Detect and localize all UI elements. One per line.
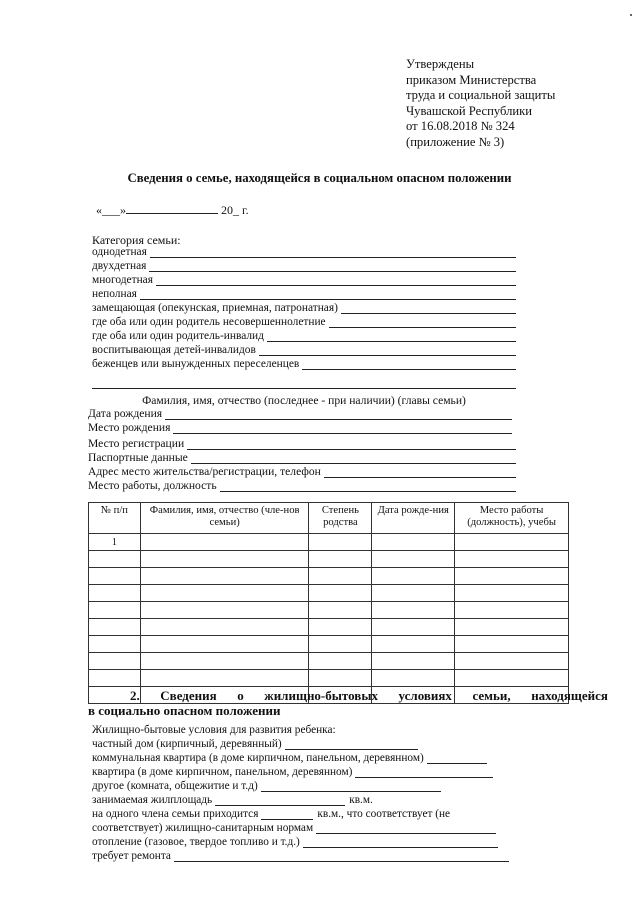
- table-cell[interactable]: [140, 636, 309, 653]
- table-cell[interactable]: [89, 568, 141, 585]
- fill-line[interactable]: [173, 423, 512, 434]
- approval-line: приказом Министерства: [406, 72, 537, 87]
- date-line: [96, 203, 249, 218]
- date-year-label: 20_ г.: [221, 203, 249, 217]
- category-row[interactable]: [92, 286, 516, 300]
- table-cell[interactable]: [309, 636, 372, 653]
- table-cell[interactable]: [455, 534, 569, 551]
- table-row[interactable]: [89, 619, 569, 636]
- col-header-relation: Степень родства: [309, 503, 372, 534]
- table-cell[interactable]: [372, 534, 455, 551]
- fill-line[interactable]: [259, 345, 516, 356]
- table-cell[interactable]: [140, 619, 309, 636]
- fill-line[interactable]: [285, 739, 418, 750]
- table-row[interactable]: [89, 585, 569, 602]
- living-row[interactable]: [92, 834, 498, 848]
- head-field-row[interactable]: [88, 406, 512, 420]
- field-label: требует ремонта: [92, 850, 171, 862]
- fill-line[interactable]: [215, 795, 345, 806]
- fill-line[interactable]: [261, 809, 313, 820]
- fill-line[interactable]: [302, 359, 516, 370]
- category-row[interactable]: [92, 342, 516, 356]
- table-cell[interactable]: [309, 534, 372, 551]
- category-row[interactable]: [92, 272, 516, 286]
- fill-line[interactable]: [140, 289, 516, 300]
- table-cell[interactable]: [309, 585, 372, 602]
- table-cell[interactable]: [89, 585, 141, 602]
- approval-line: Утверждены: [406, 57, 475, 71]
- approval-block: [406, 57, 626, 151]
- table-cell[interactable]: [89, 636, 141, 653]
- field-label: квартира (в доме кирпичном, панельном, деревянном): [92, 766, 353, 778]
- section-2-title-line1: [88, 688, 608, 703]
- table-cell[interactable]: [309, 568, 372, 585]
- table-cell[interactable]: [372, 585, 455, 602]
- table-cell[interactable]: [455, 551, 569, 568]
- field-label: Паспортные данные: [88, 451, 188, 464]
- category-label: где оба или один родитель несовершеннолетние: [92, 316, 326, 328]
- category-label: многодетная: [92, 274, 153, 286]
- field-label: кв.м., что соответствует (не: [317, 808, 451, 820]
- fill-line[interactable]: [149, 261, 516, 272]
- category-row[interactable]: [92, 300, 516, 314]
- fill-line[interactable]: [329, 317, 516, 328]
- table-cell[interactable]: [455, 670, 569, 687]
- fill-line[interactable]: [324, 467, 516, 478]
- head-name-line[interactable]: [92, 388, 516, 389]
- fill-line[interactable]: [355, 767, 493, 778]
- table-cell[interactable]: [309, 551, 372, 568]
- category-row[interactable]: [92, 328, 516, 342]
- table-cell[interactable]: [372, 568, 455, 585]
- fill-line[interactable]: [316, 823, 496, 834]
- table-row[interactable]: [89, 670, 569, 687]
- table-cell[interactable]: [372, 602, 455, 619]
- living-row[interactable]: [92, 764, 493, 778]
- table-cell[interactable]: [140, 585, 309, 602]
- category-label: замещающая (опекунская, приемная, патронатная): [92, 302, 338, 314]
- fill-line[interactable]: [174, 851, 509, 862]
- fill-line[interactable]: [220, 481, 516, 492]
- fill-line[interactable]: [191, 453, 516, 464]
- table-cell[interactable]: [89, 602, 141, 619]
- category-header: Категория семьи:: [92, 233, 181, 247]
- living-row[interactable]: [92, 820, 496, 834]
- head-field-row[interactable]: [88, 436, 516, 450]
- date-month-field[interactable]: [126, 203, 218, 214]
- fill-line[interactable]: [165, 409, 512, 420]
- table-cell[interactable]: [89, 619, 141, 636]
- fill-line[interactable]: [261, 781, 441, 792]
- col-header-birthdate: Дата рожде-ния: [372, 503, 455, 534]
- category-label: двухдетная: [92, 260, 147, 272]
- living-row[interactable]: [92, 778, 441, 792]
- head-field-row[interactable]: [88, 478, 516, 492]
- table-row[interactable]: [89, 568, 569, 585]
- table-cell[interactable]: [309, 653, 372, 670]
- field-label: Место работы, должность: [88, 479, 217, 492]
- title-word: о: [237, 688, 244, 703]
- table-cell[interactable]: [455, 619, 569, 636]
- table-cell[interactable]: [140, 670, 309, 687]
- document-title: Сведения о семье, находящейся в социальном опасном положении: [127, 171, 512, 185]
- table-cell[interactable]: [140, 568, 309, 585]
- living-row[interactable]: [92, 792, 373, 806]
- field-label: Место регистрации: [88, 437, 185, 450]
- category-row[interactable]: [92, 314, 516, 328]
- field-label: коммунальная квартира (в доме кирпичном, панельном, деревянном): [92, 752, 424, 764]
- date-day-field[interactable]: «___»: [96, 203, 126, 217]
- title-word: семьи,: [472, 688, 511, 703]
- head-field-row[interactable]: [88, 464, 516, 478]
- approval-line: Чувашской Республики: [406, 103, 532, 118]
- table-cell[interactable]: [309, 619, 372, 636]
- table-cell[interactable]: [309, 602, 372, 619]
- table-cell[interactable]: [455, 636, 569, 653]
- section-number: 2.: [130, 688, 140, 703]
- head-field-row[interactable]: [88, 450, 516, 464]
- table-row[interactable]: [89, 534, 569, 551]
- fill-line[interactable]: [341, 303, 516, 314]
- category-label: неполная: [92, 288, 137, 300]
- table-cell[interactable]: [372, 619, 455, 636]
- table-cell[interactable]: [140, 534, 309, 551]
- table-row[interactable]: [89, 551, 569, 568]
- head-name-caption: Фамилия, имя, отчество (последнее - при наличии) (главы семьи): [142, 394, 466, 407]
- fill-line[interactable]: [187, 439, 516, 450]
- fill-line[interactable]: [156, 275, 516, 286]
- section-2-title: [88, 688, 608, 718]
- table-row[interactable]: [89, 602, 569, 619]
- table-cell[interactable]: [372, 670, 455, 687]
- field-label: частный дом (кирпичный, деревянный): [92, 738, 282, 750]
- living-intro: [92, 722, 336, 736]
- scan-speck: [630, 14, 632, 16]
- title-word: Сведения: [160, 688, 217, 703]
- head-field-row[interactable]: [88, 420, 512, 434]
- field-label: Дата рождения: [88, 407, 163, 420]
- table-cell[interactable]: [372, 653, 455, 670]
- fill-line[interactable]: [150, 247, 516, 258]
- intro-text: Жилищно-бытовые условия для развития ребенка:: [92, 724, 336, 736]
- table-cell[interactable]: [89, 653, 141, 670]
- category-label: беженцев или вынужденных переселенцев: [92, 358, 300, 370]
- field-label: на одного члена семьи приходится: [92, 808, 259, 820]
- fill-line[interactable]: [267, 331, 516, 342]
- field-label: Адрес место жительства/регистрации, телефон: [88, 465, 321, 478]
- field-label: другое (комната, общежитие и т.д): [92, 780, 258, 792]
- table-cell[interactable]: [140, 551, 309, 568]
- fill-line[interactable]: [427, 753, 487, 764]
- field-label: соответствует) жилищно-санитарным нормам: [92, 822, 314, 834]
- table-cell[interactable]: [372, 551, 455, 568]
- table-cell[interactable]: [455, 568, 569, 585]
- field-label: занимаемая жилплощадь: [92, 794, 213, 806]
- table-cell[interactable]: [455, 602, 569, 619]
- living-row[interactable]: [92, 848, 509, 862]
- category-row[interactable]: [92, 244, 516, 258]
- table-cell[interactable]: [89, 670, 141, 687]
- col-header-name: Фамилия, имя, отчество (чле-нов семьи): [140, 503, 309, 534]
- field-label: Место рождения: [88, 421, 171, 434]
- title-word: жилищно-бытовых: [264, 688, 378, 703]
- table-cell[interactable]: [372, 636, 455, 653]
- fill-line[interactable]: [303, 837, 498, 848]
- field-label: отопление (газовое, твердое топливо и т.д.): [92, 836, 300, 848]
- category-row[interactable]: [92, 356, 516, 370]
- approval-line: труда и социальной защиты: [406, 88, 556, 103]
- category-label: воспитывающая детей-инвалидов: [92, 344, 256, 356]
- table-header-row: [89, 503, 569, 534]
- col-header-number: № п/п: [89, 503, 141, 534]
- row-number: 1: [89, 534, 141, 551]
- table-row[interactable]: [89, 636, 569, 653]
- title-word: условиях: [398, 688, 452, 703]
- table-row[interactable]: [89, 653, 569, 670]
- living-row[interactable]: [92, 750, 487, 764]
- living-row[interactable]: [92, 806, 450, 820]
- category-label: однодетная: [92, 246, 147, 258]
- approval-line: (приложение № 3): [406, 134, 505, 149]
- section-2-title-line2: в социально опасном положении: [88, 703, 281, 718]
- title-word: находящейся: [531, 688, 608, 703]
- table-cell[interactable]: [140, 653, 309, 670]
- family-members-table: [88, 502, 569, 704]
- table-cell[interactable]: [89, 551, 141, 568]
- approval-line: от 16.08.2018 № 324: [406, 119, 515, 134]
- category-row[interactable]: [92, 258, 516, 272]
- col-header-workplace: Место работы (должность), учебы: [455, 503, 569, 534]
- table-cell[interactable]: [140, 602, 309, 619]
- table-cell[interactable]: [455, 585, 569, 602]
- table-cell[interactable]: [309, 670, 372, 687]
- table-cell[interactable]: [455, 653, 569, 670]
- living-row[interactable]: [92, 736, 418, 750]
- category-label: где оба или один родитель-инвалид: [92, 330, 264, 342]
- unit-label: кв.м.: [349, 794, 373, 806]
